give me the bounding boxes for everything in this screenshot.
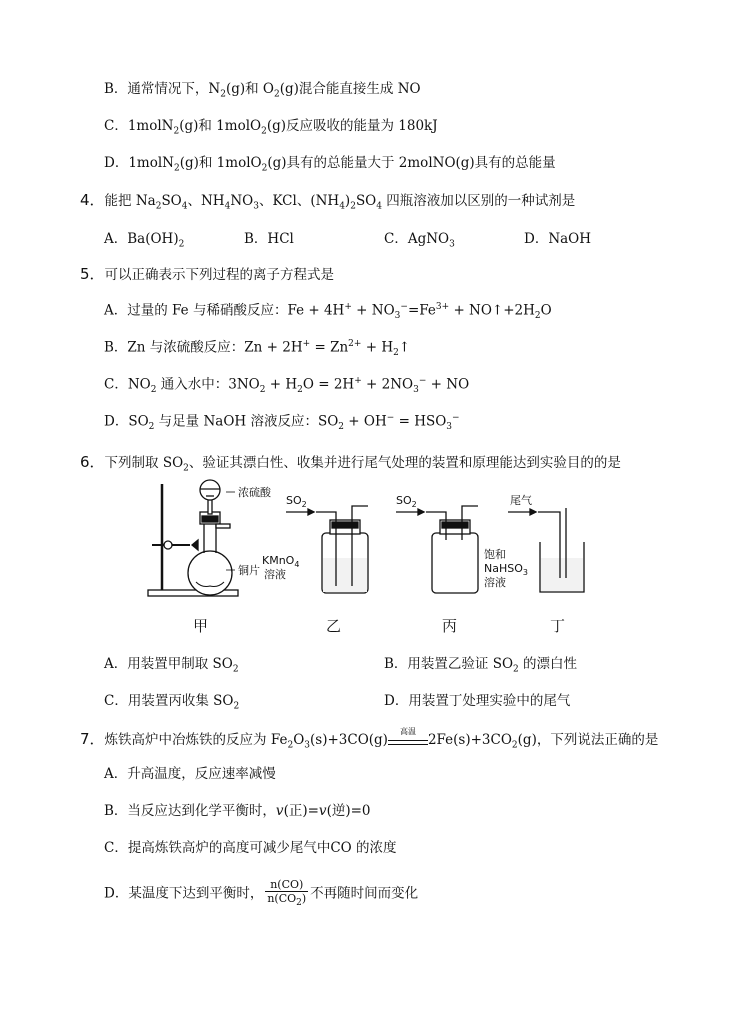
q6-stem: 6．下列制取 $SO_2$、验证其漂白性、收集并进行尾气处理的装置和原理能达到实验目的的是 — [80, 453, 621, 474]
label-solution-ding: 溶液 — [484, 576, 506, 589]
q6-option-d: D．用装置丁处理实验中的尾气 — [384, 693, 571, 709]
concentration-fraction: $\frac{n(CO)}{n(CO_2)}$ — [267, 878, 307, 909]
q3-option-d: D．1molN$_2$(g)和 1molO$_2$(g)具有的总能量大于 2molNO(g)具有的总能量 — [104, 155, 556, 174]
q6-option-c: C．用装置丙收集 $SO_2$ — [104, 693, 240, 712]
q4-option-b: B．HCl — [244, 231, 294, 247]
apparatus-figure — [140, 478, 610, 603]
label-solution-yi: 溶液 — [264, 568, 286, 581]
q5-option-b: B．Zn 与浓硫酸反应：$Zn + 2H^+ = Zn^{2+}$ + $H_2↑$ — [104, 339, 411, 359]
label-saturated: 饱和 — [484, 548, 506, 561]
apparatus-jia — [148, 480, 238, 596]
q5-option-c: C．$NO_2$ 通入水中：$3NO_2 + H_2O = 2H^+ + 2NO_3^-$ + NO — [104, 376, 470, 396]
q6-option-a: A．用装置甲制取 $SO_2$ — [104, 656, 239, 675]
q5-stem: 5．可以正确表示下列过程的离子方程式是 — [80, 265, 335, 283]
label-so2-bing: $SO_2$ — [396, 494, 417, 509]
caption-ding: 丁 — [550, 617, 566, 635]
reaction-equals-sign: 高温 — [388, 736, 428, 745]
caption-yi: 乙 — [326, 617, 342, 635]
q7-option-c: C．提高炼铁高炉的高度可减少尾气中CO 的浓度 — [104, 840, 397, 856]
q7-stem: 7．炼铁高炉中冶炼铁的反应为 $Fe_2O_3(s)+3CO(g)$ 高温 $2Fe(s)+3CO_2(g)$，下列说法正确的是 — [80, 727, 659, 751]
caption-jia: 甲 — [193, 617, 209, 635]
q4-stem: 4．能把 $Na_2SO_4$、$NH_4NO_3$、KCl、$(NH_4)_2SO_4$ 四瓶溶液加以区别的一种试剂是 — [80, 191, 576, 212]
q5-option-d: D．$SO_2$ 与足量 NaOH 溶液反应：$SO_2 + OH^- = HSO_3^-$ — [104, 413, 460, 433]
q7-option-d: D．某温度下达到平衡时， $\frac{n(CO)}{n(CO_2)}$ 不再随时间而变化 — [104, 878, 419, 909]
q7-option-b: B．当反应达到化学平衡时，v(正)=v(逆)=0 — [104, 803, 371, 819]
q4-option-c: C．AgNO$_3$ — [384, 231, 455, 250]
apparatus-ding — [508, 508, 584, 592]
label-tail-gas: 尾气 — [510, 494, 532, 507]
label-so2-yi: $SO_2$ — [286, 494, 307, 509]
caption-bing: 丙 — [442, 617, 458, 635]
q6-option-b: B．用装置乙验证 $SO_2$ 的漂白性 — [384, 656, 578, 675]
q3-option-c: C．1molN$_2$(g)和 1molO$_2$(g)反应吸收的能量为 180kJ — [104, 118, 438, 137]
q7-option-a: A．升高温度，反应速率减慢 — [104, 766, 276, 782]
label-conc-acid: 浓硫酸 — [238, 486, 271, 499]
apparatus-yi — [286, 506, 368, 593]
q3-option-b: B．通常情况下，$N_2(g)$和 $O_2(g)$混合能直接生成 NO — [104, 81, 421, 100]
q5-option-a: A．过量的 Fe 与稀硝酸反应：$Fe + 4H^+ + NO_3^-=Fe^{3+}$ + $NO↑+2H_2O$ — [104, 302, 552, 322]
q4-option-d: D．NaOH — [524, 231, 592, 247]
label-nahso3: NaHSO$_3$ — [484, 562, 528, 577]
q4-option-a: A．$Ba(OH)_2$ — [104, 231, 185, 250]
label-kmno4: KMnO$_4$ — [262, 554, 300, 569]
apparatus-bing — [396, 506, 478, 593]
label-copper: 铜片 — [238, 564, 260, 577]
